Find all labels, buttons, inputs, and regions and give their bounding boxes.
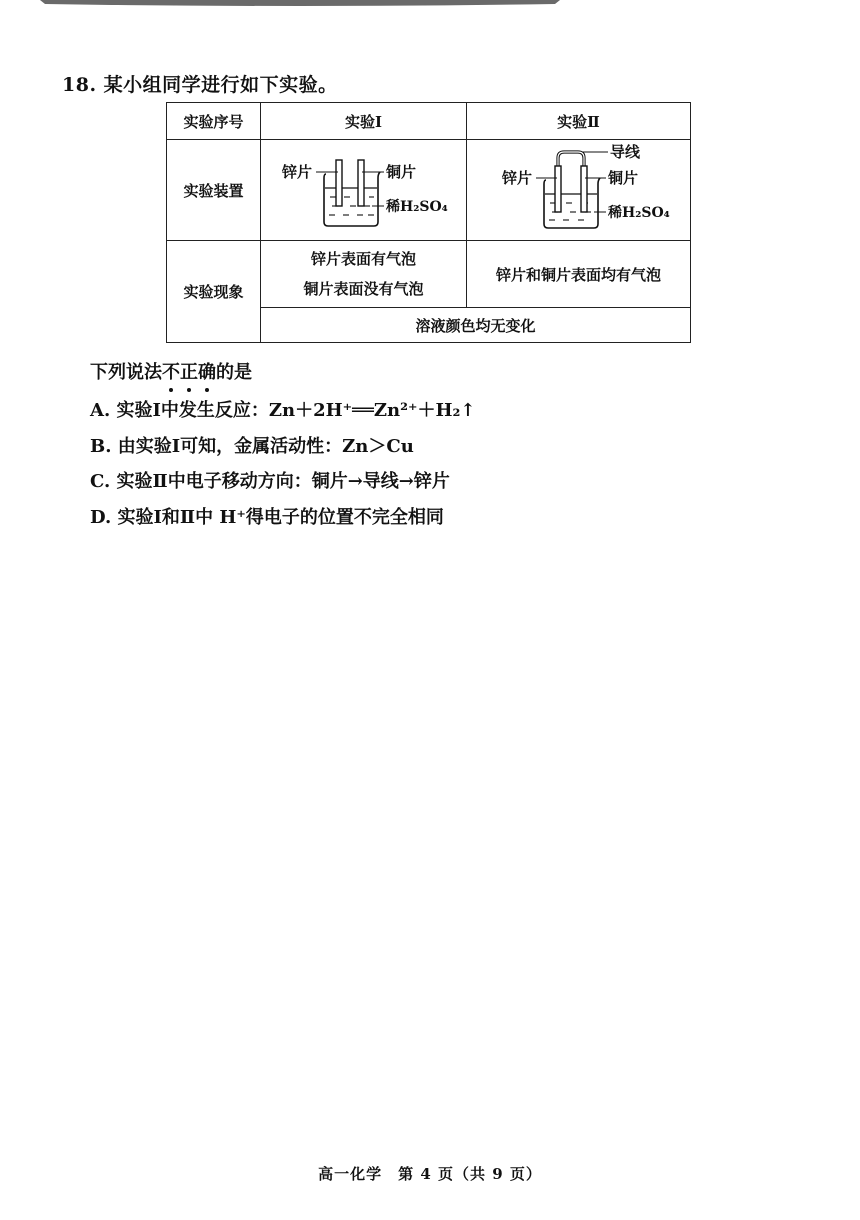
option-d: D. 实验Ⅰ和Ⅱ中 H⁺得电子的位置不完全相同 bbox=[90, 507, 444, 528]
diagram2-copper-label: 铜片 bbox=[607, 169, 638, 187]
diagram1-solution-label: 稀H₂SO₄ bbox=[385, 199, 448, 215]
common-phenomenon: 溶液颜色均无变化 bbox=[261, 308, 691, 343]
page-footer: 高一化学 第 4 页（共 9 页） bbox=[318, 1165, 542, 1183]
experiment-2-phenomenon: 锌片和铜片表面均有气泡 bbox=[467, 241, 691, 308]
exp1-phenomenon-1: 锌片表面有气泡 bbox=[310, 250, 416, 268]
phenomenon-row-label: 实验现象 bbox=[167, 241, 261, 343]
prompt-after: 的是 bbox=[216, 362, 252, 383]
question-title: 18. 某小组同学进行如下实验。 bbox=[62, 74, 338, 96]
experiment-1-phenomena bbox=[261, 241, 467, 308]
experiment-table bbox=[166, 102, 691, 343]
page-top-shadow bbox=[0, 0, 860, 10]
diagram1-copper-label: 铜片 bbox=[385, 163, 416, 181]
device-row-label: 实验装置 bbox=[167, 140, 261, 241]
diagram1-zinc-label: 锌片 bbox=[281, 163, 312, 181]
exp1-phenomenon-2: 铜片表面没有气泡 bbox=[303, 280, 424, 298]
prompt-before: 下列说法 bbox=[90, 362, 162, 383]
emphasis-char-3: 确 bbox=[198, 362, 216, 383]
header-experiment-1: 实验Ⅰ bbox=[261, 103, 467, 140]
experiment-2-diagram bbox=[467, 140, 691, 241]
emphasis-char-2: 正 bbox=[180, 362, 198, 383]
option-c: C. 实验Ⅱ中电子移动方向：铜片→导线→锌片 bbox=[90, 471, 450, 492]
diagram2-zinc-label: 锌片 bbox=[501, 169, 532, 187]
diagram2-solution-label: 稀H₂SO₄ bbox=[607, 205, 670, 221]
question-prompt bbox=[90, 358, 252, 384]
option-a: A. 实验Ⅰ中发生反应：Zn＋2H⁺══Zn²⁺＋H₂↑ bbox=[90, 400, 476, 421]
diagram2-wire-label: 导线 bbox=[609, 143, 640, 161]
option-b: B. 由实验Ⅰ可知，金属活动性：Zn＞Cu bbox=[90, 436, 414, 457]
header-experiment-2: 实验Ⅱ bbox=[467, 103, 691, 140]
emphasis-char-1: 不 bbox=[162, 362, 180, 383]
experiment-1-diagram bbox=[261, 140, 467, 241]
header-sequence: 实验序号 bbox=[167, 103, 261, 140]
